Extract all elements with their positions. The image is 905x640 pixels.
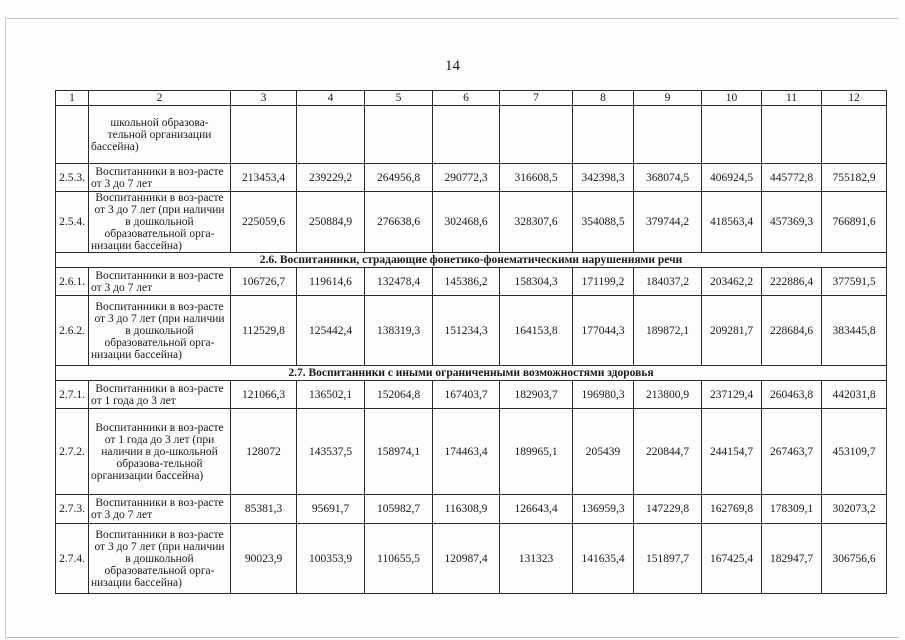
row-description: Воспитанники в воз-расте от 3 до 7 лет — [89, 268, 231, 296]
header-cell: 5 — [365, 91, 433, 106]
value-cell: 128072 — [231, 409, 297, 495]
value-cell: 354088,5 — [573, 192, 634, 253]
value-cell: 368074,5 — [634, 164, 702, 192]
row-description: Воспитанники в воз-расте от 3 до 7 лет — [89, 495, 231, 524]
value-cell: 260463,8 — [762, 381, 822, 409]
tariff-table — [55, 90, 887, 594]
value-cell: 228684,6 — [762, 296, 822, 366]
header-cell: 4 — [297, 91, 365, 106]
table-row — [56, 381, 887, 409]
value-cell: 189872,1 — [634, 296, 702, 366]
section-row — [56, 366, 887, 381]
value-cell: 316608,5 — [500, 164, 573, 192]
value-cell: 250884,9 — [297, 192, 365, 253]
value-cell: 377591,5 — [822, 268, 887, 296]
row-description: Воспитанники в воз-расте от 1 года до 3 лет (при наличии в до-школьной образова-тельной организации бассейна) — [89, 409, 231, 495]
value-cell: 136959,3 — [573, 495, 634, 524]
value-cell: 174463,4 — [433, 409, 500, 495]
value-cell: 162769,8 — [702, 495, 762, 524]
value-cell: 457369,3 — [762, 192, 822, 253]
value-cell: 143537,5 — [297, 409, 365, 495]
row-description: Воспитанники в воз-расте от 3 до 7 лет (при наличии в дошкольной образовательной орга-низации бассейна) — [89, 192, 231, 253]
value-cell: 90023,9 — [231, 524, 297, 594]
value-cell: 182947,7 — [762, 524, 822, 594]
header-cell: 7 — [500, 91, 573, 106]
table-row — [56, 495, 887, 524]
value-cell: 445772,8 — [762, 164, 822, 192]
value-cell: 182903,7 — [500, 381, 573, 409]
value-cell: 112529,8 — [231, 296, 297, 366]
header-cell: 1 — [56, 91, 89, 106]
value-cell: 213453,4 — [231, 164, 297, 192]
value-cell: 418563,4 — [702, 192, 762, 253]
value-cell: 132478,4 — [365, 268, 433, 296]
value-cell: 267463,7 — [762, 409, 822, 495]
table-row — [56, 296, 887, 366]
value-cell: 383445,8 — [822, 296, 887, 366]
section-row — [56, 253, 887, 268]
value-cell: 379744,2 — [634, 192, 702, 253]
table-row — [56, 268, 887, 296]
row-description: Воспитанники в воз-расте от 3 до 7 лет — [89, 164, 231, 192]
value-cell: 205439 — [573, 409, 634, 495]
value-cell: 152064,8 — [365, 381, 433, 409]
value-cell: 755182,9 — [822, 164, 887, 192]
value-cell: 119614,6 — [297, 268, 365, 296]
value-cell: 196980,3 — [573, 381, 634, 409]
value-cell: 406924,5 — [702, 164, 762, 192]
table-row — [56, 164, 887, 192]
row-description: Воспитанники в воз-расте от 3 до 7 лет (при наличии в дошкольной образовательной орга-низации бассейна) — [89, 296, 231, 366]
row-code: 2.7.1. — [56, 381, 89, 409]
value-cell: 209281,7 — [702, 296, 762, 366]
value-cell: 167403,7 — [433, 381, 500, 409]
value-cell: 151897,7 — [634, 524, 702, 594]
value-cell: 290772,3 — [433, 164, 500, 192]
scan-border-left — [5, 18, 6, 638]
header-cell: 8 — [573, 91, 634, 106]
value-cell: 342398,3 — [573, 164, 634, 192]
value-cell: 302073,2 — [822, 495, 887, 524]
scan-border-bottom — [6, 637, 899, 638]
value-cell: 116308,9 — [433, 495, 500, 524]
value-cell: 136502,1 — [297, 381, 365, 409]
value-cell: 213800,9 — [634, 381, 702, 409]
row-code: 2.6.1. — [56, 268, 89, 296]
row-code: 2.7.3. — [56, 495, 89, 524]
value-cell: 110655,5 — [365, 524, 433, 594]
value-cell: 158974,1 — [365, 409, 433, 495]
value-cell: 120987,4 — [433, 524, 500, 594]
value-cell: 85381,3 — [231, 495, 297, 524]
header-cell: 3 — [231, 91, 297, 106]
value-cell: 138319,3 — [365, 296, 433, 366]
header-cell: 9 — [634, 91, 702, 106]
value-cell: 302468,6 — [433, 192, 500, 253]
value-cell: 203462,2 — [702, 268, 762, 296]
scan-border-top — [6, 18, 899, 19]
value-cell: 106726,7 — [231, 268, 297, 296]
value-cell: 220844,7 — [634, 409, 702, 495]
page-number: 14 — [445, 58, 460, 74]
value-cell: 184037,2 — [634, 268, 702, 296]
value-cell: 239229,2 — [297, 164, 365, 192]
value-cell: 328307,6 — [500, 192, 573, 253]
header-cell: 11 — [762, 91, 822, 106]
header-cell: 2 — [89, 91, 231, 106]
value-cell: 453109,7 — [822, 409, 887, 495]
table-row — [56, 524, 887, 594]
value-cell: 222886,4 — [762, 268, 822, 296]
value-cell: 95691,7 — [297, 495, 365, 524]
value-cell: 145386,2 — [433, 268, 500, 296]
value-cell: 158304,3 — [500, 268, 573, 296]
value-cell: 141635,4 — [573, 524, 634, 594]
continuation-code-cell — [56, 106, 89, 164]
header-row — [56, 91, 887, 106]
value-cell: 766891,6 — [822, 192, 887, 253]
value-cell: 178309,1 — [762, 495, 822, 524]
row-description: Воспитанники в воз-расте от 1 года до 3 лет — [89, 381, 231, 409]
header-cell: 10 — [702, 91, 762, 106]
value-cell: 131323 — [500, 524, 573, 594]
value-cell: 244154,7 — [702, 409, 762, 495]
value-cell: 306756,6 — [822, 524, 887, 594]
table-row — [56, 192, 887, 253]
header-cell: 12 — [822, 91, 887, 106]
value-cell: 100353,9 — [297, 524, 365, 594]
value-cell: 189965,1 — [500, 409, 573, 495]
value-cell: 225059,6 — [231, 192, 297, 253]
row-code: 2.6.2. — [56, 296, 89, 366]
row-code: 2.7.2. — [56, 409, 89, 495]
value-cell: 177044,3 — [573, 296, 634, 366]
header-cell: 6 — [433, 91, 500, 106]
row-description: Воспитанники в воз-расте от 3 до 7 лет (при наличии в дошкольной образовательной орга-низации бассейна) — [89, 524, 231, 594]
value-cell: 151234,3 — [433, 296, 500, 366]
value-cell: 237129,4 — [702, 381, 762, 409]
value-cell: 125442,4 — [297, 296, 365, 366]
value-cell: 167425,4 — [702, 524, 762, 594]
value-cell: 147229,8 — [634, 495, 702, 524]
table-row — [56, 409, 887, 495]
row-code: 2.5.4. — [56, 192, 89, 253]
row-code: 2.7.4. — [56, 524, 89, 594]
value-cell: 126643,4 — [500, 495, 573, 524]
continuation-row — [56, 106, 887, 164]
section-title: 2.6. Воспитанники, страдающие фонетико-фонематическими нарушениями речи — [56, 253, 887, 268]
value-cell: 171199,2 — [573, 268, 634, 296]
value-cell: 442031,8 — [822, 381, 887, 409]
value-cell: 164153,8 — [500, 296, 573, 366]
row-code: 2.5.3. — [56, 164, 89, 192]
value-cell: 105982,7 — [365, 495, 433, 524]
value-cell: 264956,8 — [365, 164, 433, 192]
continuation-desc-cell: школьной образова-тельной организации бассейна) — [89, 106, 231, 164]
section-title: 2.7. Воспитанники с иными ограниченными возможностями здоровья — [56, 366, 887, 381]
value-cell: 276638,6 — [365, 192, 433, 253]
value-cell: 121066,3 — [231, 381, 297, 409]
